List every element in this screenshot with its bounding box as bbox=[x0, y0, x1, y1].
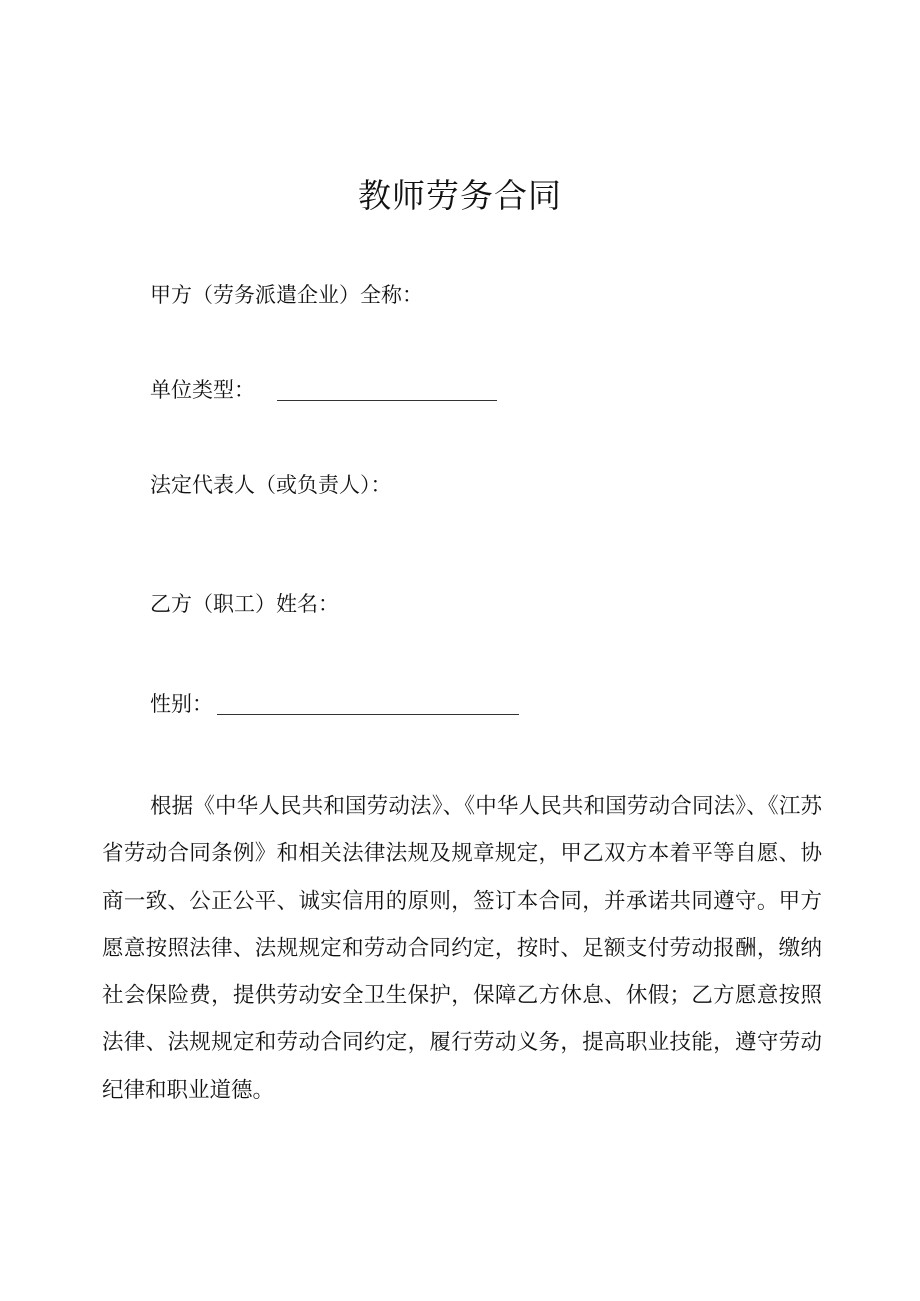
legal-representative-field bbox=[150, 469, 392, 501]
party-b-name-label: 乙方（职工）姓名： bbox=[150, 592, 339, 616]
gender-label: 性别： bbox=[150, 692, 213, 716]
preamble-paragraph: 根据《中华人民共和国劳动法》、《中华人民共和国劳动合同法》、《江苏省劳动合同条例》和相关法律法规及规章规定，甲乙双方本着平等自愿、协商一致、公正公平、诚实信用的原则，签订本合同，并承诺共同遵守。甲方愿意按照法律、法规规定和劳动合同约定，按时、足额支付劳动报酬，缴纳社会保险费，提供劳动安全卫生保护，保障乙方休息、休假；乙方愿意按照法律、法规规定和劳动合同约定，履行劳动义务，提高职业技能，遵守劳动纪律和职业道德。 bbox=[102, 794, 822, 1103]
gender-blank-line[interactable] bbox=[217, 694, 519, 715]
party-a-name-label: 甲方（劳务派遣企业）全称： bbox=[150, 283, 423, 307]
party-a-name-field bbox=[150, 279, 423, 311]
unit-type-label: 单位类型： bbox=[150, 378, 255, 402]
document-title: 教师劳务合同 bbox=[358, 176, 562, 215]
gender-field bbox=[150, 688, 519, 720]
unit-type-field bbox=[150, 374, 497, 406]
unit-type-blank-line[interactable] bbox=[277, 380, 497, 401]
party-b-name-field bbox=[150, 588, 339, 620]
legal-representative-label: 法定代表人（或负责人）： bbox=[150, 473, 392, 497]
